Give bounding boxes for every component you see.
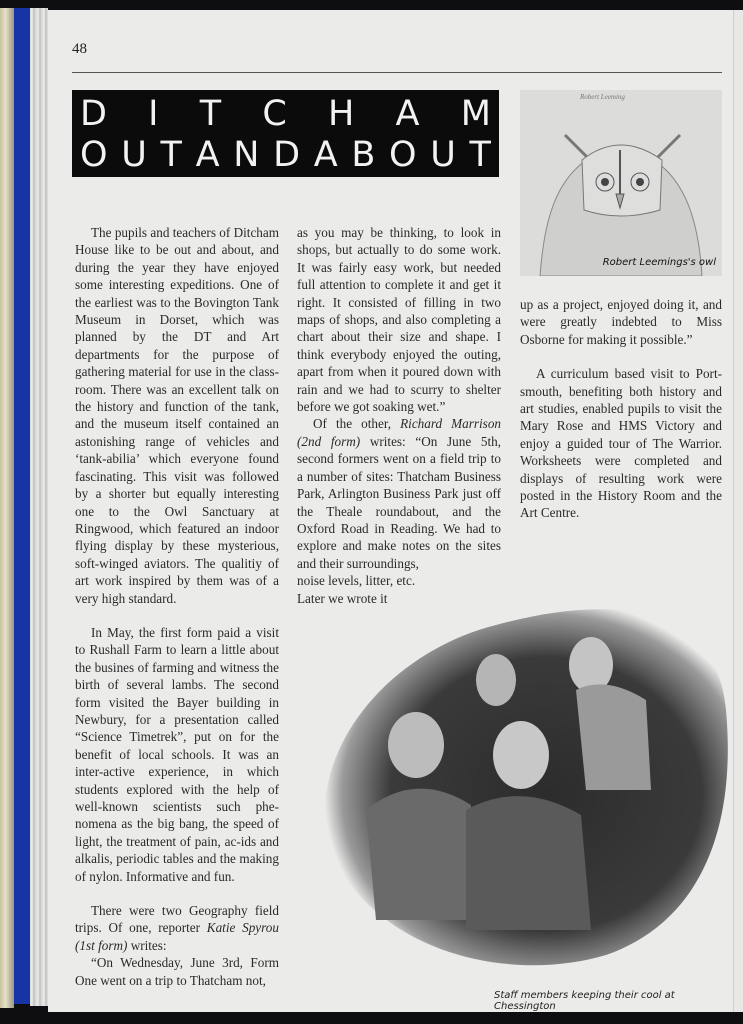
title-letter: D bbox=[273, 135, 301, 175]
title-letter: B bbox=[351, 135, 376, 175]
photo-caption: Staff members keeping their cool at Chessington bbox=[494, 990, 675, 1012]
facing-page-edge bbox=[733, 10, 743, 1012]
text: writes: “On June 5th, second formers went on a field trip to a number of sites: Thatcham Business Park, Arlington Business Park just off the Theale roundabout, and the Oxford Road in Reading. We had to explore and make notes on the sites and their surroundings, bbox=[297, 433, 502, 571]
title-letter: A bbox=[395, 94, 420, 134]
title-letter: C bbox=[262, 94, 287, 134]
title-letter: N bbox=[233, 135, 260, 175]
title-letter: T bbox=[160, 135, 182, 175]
paragraph: The pupils and teachers of Ditcham House like to be out and about, and during the year they have enjoyed some interesting expeditions. One of the earliest was to the Bovington Tank Museum in Dorset, which was planned by the DT and Art departments for the purpose of gathering material for use in the class-room. There was an excellent talk on the history and function of the tank, and the museum itself contained an astonishing range of vehicles and ‘tank-abilia’ which everyone found fascinating. This visit was followed by a shorter but equally interesting one to the Owl Sanctuary at Ringwood, which featured an indoor flying display by these mysterious, soft-winged aviators. The qualitiy of art work inspired by them was of a very high standard. bbox=[75, 225, 279, 606]
paragraph: up as a project, enjoyed doing it, and were greatly indebted to Miss Osborne for making it possible.” bbox=[520, 297, 722, 347]
header-rule bbox=[72, 72, 722, 73]
title-letter: A bbox=[313, 135, 338, 175]
owl-drawing-figure bbox=[520, 90, 722, 276]
article-column-3 bbox=[520, 296, 722, 522]
book-cover-edge bbox=[14, 8, 30, 1004]
paragraph: A curriculum based visit to Port-smouth, benefiting both history and art studies, enabled pupils to visit the Mary Rose and HMS Victory and enjoy a guided tour of The Warrior. Worksheets were completed and displays of resulting work were posted in the History Room and the Art Centre. bbox=[520, 366, 722, 521]
paragraph: “On Wednesday, June 3rd, Form One went on a trip to Thatcham not, bbox=[75, 955, 279, 988]
title-letter: M bbox=[460, 94, 491, 134]
title-line-outandabout bbox=[80, 135, 491, 175]
text-line: Later we wrote it bbox=[297, 590, 388, 606]
text: There were two Geography field trips. Of one, reporter bbox=[75, 903, 279, 936]
title-letter: D bbox=[80, 94, 107, 134]
owl-caption: Robert Leemings's owl bbox=[602, 257, 716, 268]
title-letter: T bbox=[199, 94, 222, 134]
page-number: 48 bbox=[72, 41, 87, 57]
rollercoaster-photo bbox=[306, 590, 733, 980]
text: writes: bbox=[127, 937, 167, 953]
magazine-page bbox=[48, 10, 733, 1012]
paragraph bbox=[297, 415, 501, 572]
book-page-edges-left bbox=[0, 8, 14, 1008]
title-line-ditcham bbox=[80, 94, 491, 134]
title-letter: U bbox=[121, 135, 147, 175]
text: Of the other, bbox=[313, 416, 401, 432]
paragraph: as you may be thinking, to look in shops, but actually to do some work. It was fairly easy work, but needed full attention to complete it and get it right. It consisted of filling in two maps of shops, and also completing a chart about their size and shape. I think everybody enjoyed the outing, apart from when it poured down with rain and we had to scurry to shelter before we got soaking wet.” bbox=[297, 225, 501, 415]
owl-signature: Robert Leeming bbox=[580, 93, 625, 101]
photo-image bbox=[306, 590, 733, 980]
title-letter: O bbox=[80, 135, 108, 175]
reporter-name: Katie Spyrou (1st form) bbox=[75, 920, 279, 953]
title-letter: T bbox=[469, 135, 491, 175]
owl-drawing-icon bbox=[520, 90, 722, 276]
title-letter: A bbox=[195, 135, 220, 175]
reporter-name: Richard Marrison (2nd form) bbox=[297, 416, 502, 449]
paragraph bbox=[75, 902, 279, 954]
stacked-page-edges bbox=[30, 8, 48, 1006]
article-column-1 bbox=[75, 224, 279, 989]
title-letter: U bbox=[430, 135, 456, 175]
text-line: noise levels, litter, etc. bbox=[297, 573, 416, 589]
title-letter: O bbox=[389, 135, 417, 175]
paragraph: In May, the first form paid a visit to Rushall Farm to learn a little about the busines of farming and witness the birth of several lambs. The second form visited the Bayer building in Newbury, for a presentation called “Science Timetrek”, put on for the benefit of local schools. It was an inter-active experience, in which students explored with the help of well-known scientists such phe-nomena as the big bang, the speed of light, the treatment of pain, ac-ids and alkalis, periodic tables and the making of nylon. Informative and fun. bbox=[75, 624, 279, 884]
article-column-2 bbox=[297, 224, 501, 607]
title-letter: H bbox=[328, 94, 355, 134]
article-title bbox=[72, 90, 499, 177]
title-letter: I bbox=[148, 94, 159, 134]
